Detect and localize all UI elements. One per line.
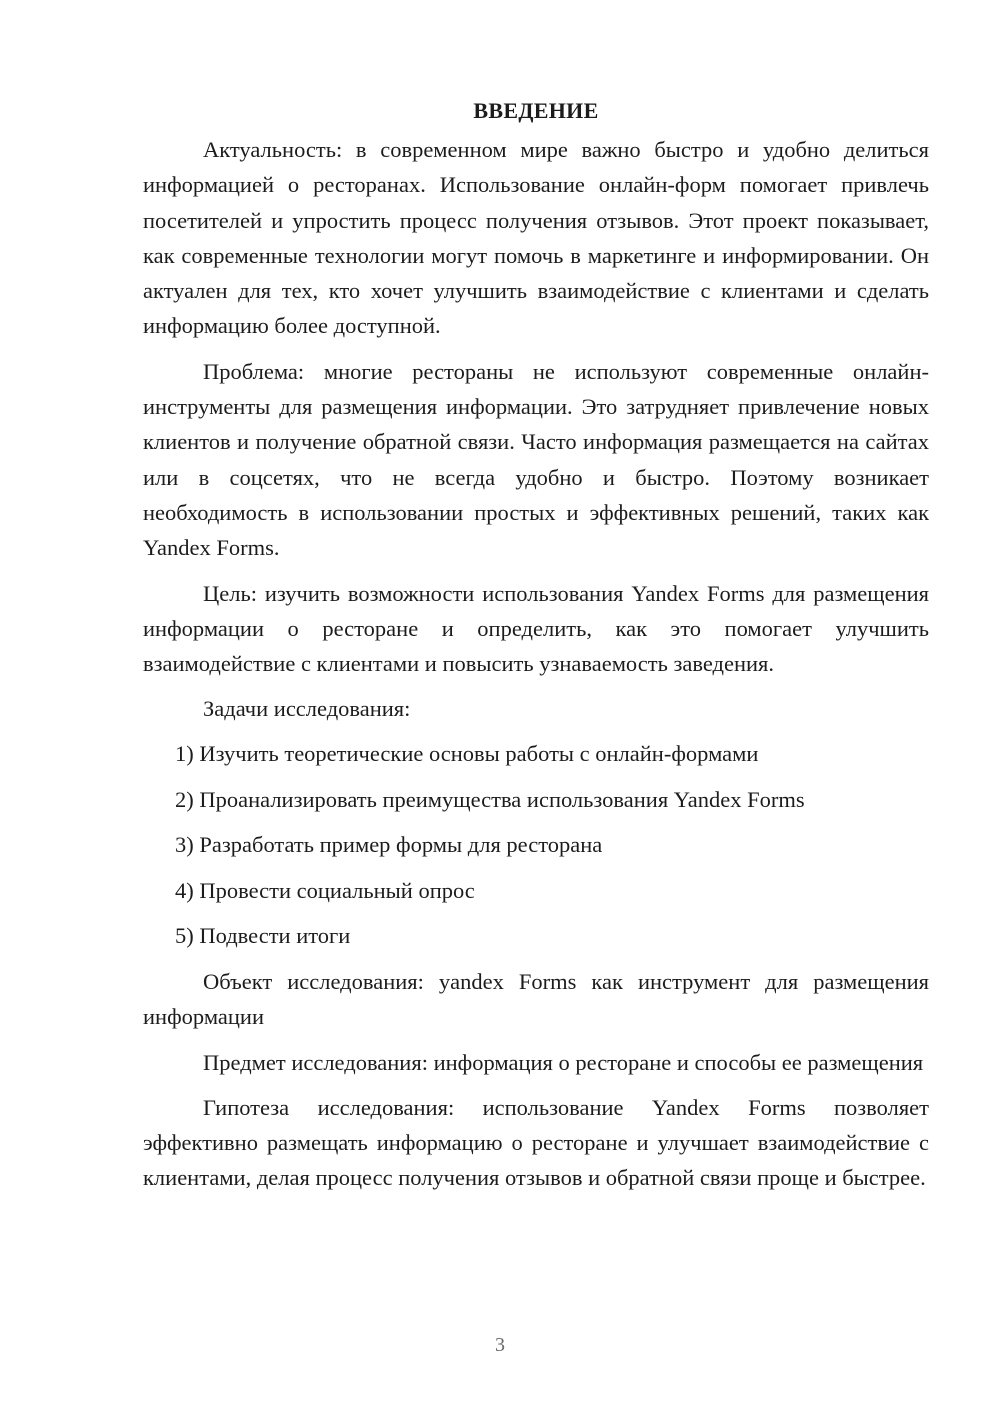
- problem-paragraph: Проблема: многие рестораны не используют современные онлайн-инструменты для размещения информации. Это затрудняет привлечение новых клиентов и получение обратной связи. Часто информация размещается на сайтах или в соцсетях, что не всегда удобно и быстро. Поэтому возникает необходимость в использовании простых и эффективных решений, таких как Yandex Forms.: [143, 358, 929, 561]
- subject-paragraph: Предмет исследования: информация о ресторане и способы ее размещения: [203, 1049, 924, 1075]
- page-number: 3: [495, 1334, 505, 1356]
- task-list: [143, 736, 929, 953]
- tasks-heading: Задачи исследования:: [203, 696, 411, 722]
- page-title: ВВЕДЕНИЕ: [473, 98, 599, 123]
- hypothesis-paragraph: Гипотеза исследования: использование Yandex Forms позволяет эффективно размещать информацию о ресторане и улучшает взаимодействие с клиентами, делая процесс получения отзывов и обратной связи проще и быстрее.: [143, 1094, 929, 1191]
- task-item-5: 5) Подвести итоги: [175, 923, 351, 949]
- relevance-paragraph: Актуальность: в современном мире важно быстро и удобно делиться информацией о ресторанах. Использование онлайн-форм помогает привлечь посетителей и упростить процесс получения отзывов. Этот проект показывает, как современные технологии могут помочь в маркетинге и информировании. Он актуален для тех, кто хочет улучшить взаимодействие с клиентами и сделать информацию более доступной.: [143, 137, 929, 339]
- object-paragraph: Объект исследования: yandex Forms как инструмент для размещения информации: [143, 968, 929, 1030]
- task-item-2: 2) Проанализировать преимущества использования Yandex Forms: [175, 786, 805, 812]
- task-item-3: 3) Разработать пример формы для ресторана: [175, 832, 603, 858]
- task-item-4: 4) Провести социальный опрос: [175, 877, 475, 903]
- task-item-1: 1) Изучить теоретические основы работы с онлайн-формами: [175, 741, 759, 767]
- document-page: [143, 92, 929, 1206]
- goal-paragraph: Цель: изучить возможности использования Yandex Forms для размещения информации о ресторане и определить, как это помогает улучшить взаимодействие с клиентами и повысить узнаваемость заведения.: [143, 580, 929, 677]
